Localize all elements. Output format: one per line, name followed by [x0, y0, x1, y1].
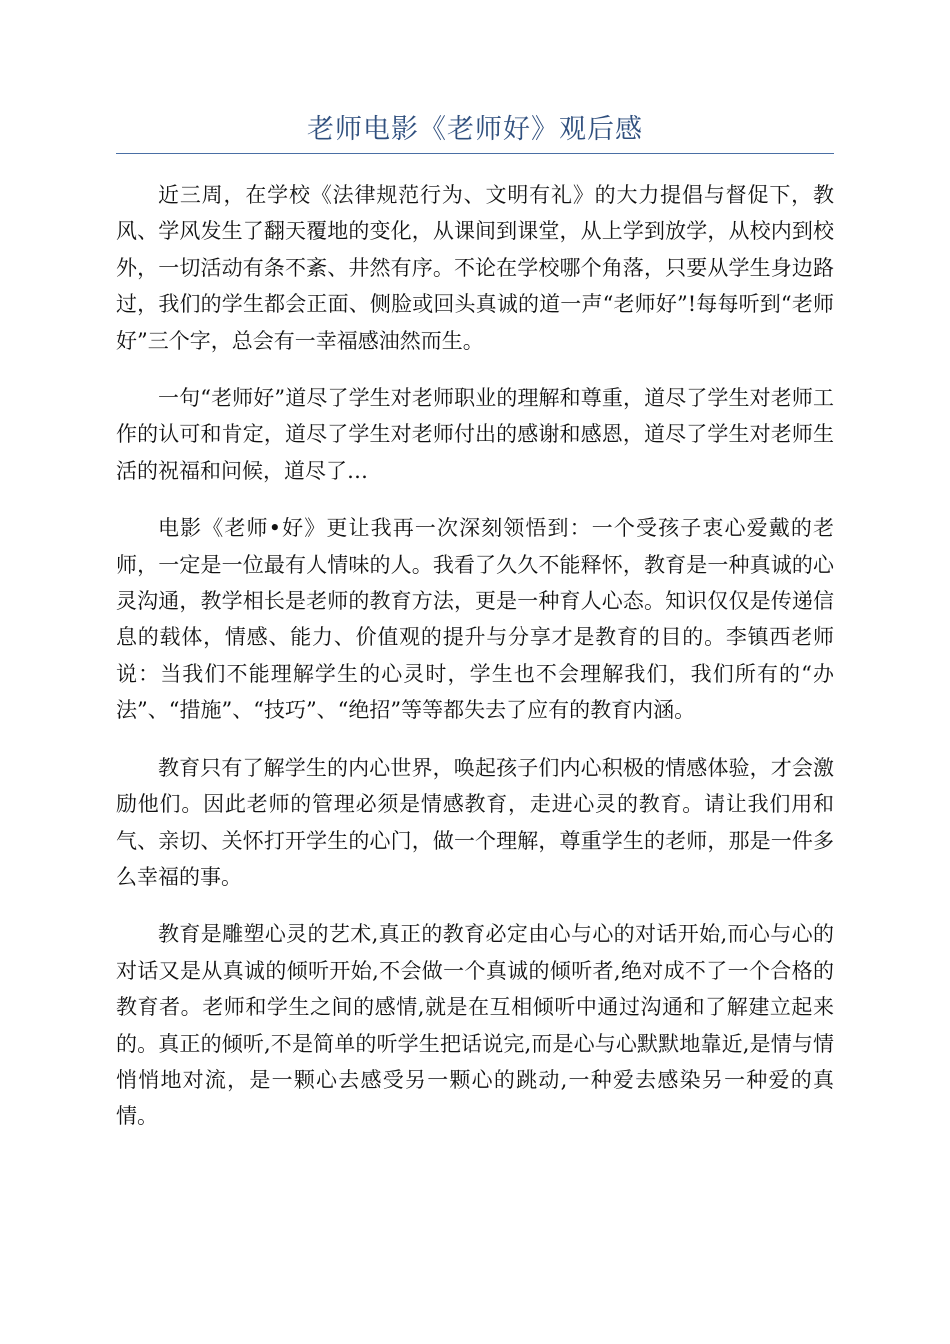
paragraph-4: 教育只有了解学生的内心世界，唤起孩子们内心积极的情感体验，才会激励他们。因此老师的管理必须是情感教育，走进心灵的教育。请让我们用和气、亲切、关怀打开学生的心门，做一个理解，尊重学生的老师，那是一件多么幸福的事。 [116, 755, 834, 889]
paragraph-3: 电影《老师•好》更让我再一次深刻领悟到：一个受孩子衷心爱戴的老师，一定是一位最有人情味的人。我看了久久不能释怀，教育是一种真诚的心灵沟通，教学相长是老师的教育方法，更是一种育人心态。知识仅仅是传递信息的载体，情感、能力、价值观的提升与分享才是教育的目的。李镇西老师说：当我们不能理解学生的心灵时，学生也不会理解我们，我们所有的“办法”、“措施”、“技巧”、“绝招”等等都失去了应有的教育内涵。 [116, 516, 834, 723]
paragraph-2: 一句“老师好”道尽了学生对老师职业的理解和尊重，道尽了学生对老师工作的认可和肯定，道尽了学生对老师付出的感谢和感恩，道尽了学生对老师生活的祝福和问候，道尽了… [116, 386, 834, 483]
paragraph-5: 教育是雕塑心灵的艺术,真正的教育必定由心与心的对话开始,而心与心的对话又是从真诚的倾听开始,不会做一个真诚的倾听者,绝对成不了一个合格的教育者。老师和学生之间的感情,就是在互相倾听中通过沟通和了解建立起来的。真正的倾听,不是简单的听学生把话说完,而是心与心默默地靠近,是情与情悄悄地对流，是一颗心去感受另一颗心的跳动,一种爱去感染另一种爱的真情。 [116, 922, 834, 1129]
document-title: 老师电影《老师好》观后感 [307, 114, 643, 145]
title-underline [116, 153, 834, 154]
document-body [116, 177, 834, 1156]
paragraph-1: 近三周，在学校《法律规范行为、文明有礼》的大力提倡与督促下，教风、学风发生了翻天覆地的变化，从课间到课堂，从上学到放学，从校内到校外，一切活动有条不紊、井然有序。不论在学校哪个角落，只要从学生身边路过，我们的学生都会正面、侧脸或回头真诚的道一声“老师好”!每每听到“老师好”三个字，总会有一幸福感油然而生。 [116, 183, 834, 353]
